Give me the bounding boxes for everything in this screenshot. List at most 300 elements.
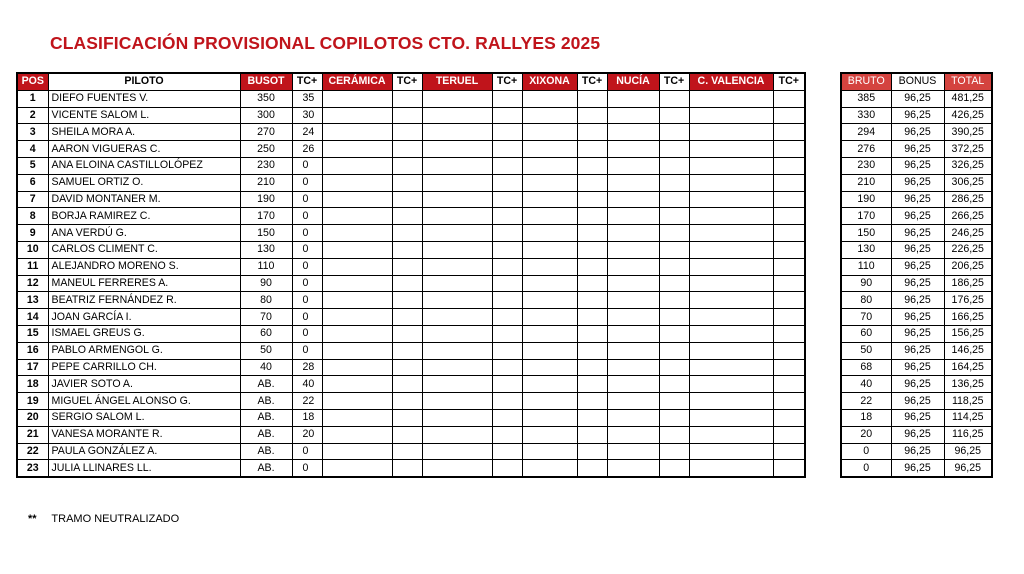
cvalencia-cell xyxy=(689,359,773,376)
tc-busot-cell: 30 xyxy=(292,107,322,124)
cvalencia-cell xyxy=(689,275,773,292)
teruel-cell xyxy=(422,309,492,326)
tc-xixona-cell xyxy=(577,241,607,258)
teruel-cell xyxy=(422,393,492,410)
tc-cvalencia-cell xyxy=(773,191,805,208)
nucia-cell xyxy=(607,426,659,443)
bonus-cell: 96,25 xyxy=(891,225,944,242)
cvalencia-cell xyxy=(689,325,773,342)
standings-table xyxy=(16,72,806,478)
pos-cell: 17 xyxy=(17,359,48,376)
pilot-name-cell: BEATRIZ FERNÁNDEZ R. xyxy=(48,292,240,309)
bonus-cell: 96,25 xyxy=(891,309,944,326)
tc-nucia-cell xyxy=(659,359,689,376)
bonus-cell: 96,25 xyxy=(891,258,944,275)
tc-busot-cell: 26 xyxy=(292,141,322,158)
totals-row xyxy=(841,225,992,242)
busot-cell: 90 xyxy=(240,275,292,292)
bruto-cell: 230 xyxy=(841,157,891,174)
pos-cell: 18 xyxy=(17,376,48,393)
ceramica-cell xyxy=(322,90,392,107)
cvalencia-cell xyxy=(689,342,773,359)
tc-nucia-cell xyxy=(659,174,689,191)
tc-nucia-cell xyxy=(659,107,689,124)
bruto-cell: 330 xyxy=(841,107,891,124)
busot-cell: 250 xyxy=(240,141,292,158)
pilot-name-cell: BORJA RAMIREZ C. xyxy=(48,208,240,225)
tc-nucia-cell xyxy=(659,258,689,275)
tc-ceramica-cell xyxy=(392,241,422,258)
total-cell: 266,25 xyxy=(944,208,992,225)
tc-cvalencia-cell xyxy=(773,376,805,393)
tc-xixona-cell xyxy=(577,107,607,124)
pos-cell: 3 xyxy=(17,124,48,141)
header-tc-cvalencia: TC+ xyxy=(773,73,805,90)
tc-busot-cell: 0 xyxy=(292,174,322,191)
tc-xixona-cell xyxy=(577,141,607,158)
bruto-cell: 294 xyxy=(841,124,891,141)
table-row xyxy=(17,157,805,174)
cvalencia-cell xyxy=(689,460,773,477)
nucia-cell xyxy=(607,141,659,158)
total-cell: 390,25 xyxy=(944,124,992,141)
totals-row xyxy=(841,409,992,426)
nucia-cell xyxy=(607,275,659,292)
tc-xixona-cell xyxy=(577,157,607,174)
xixona-cell xyxy=(522,460,577,477)
tc-busot-cell: 0 xyxy=(292,325,322,342)
total-cell: 156,25 xyxy=(944,325,992,342)
table-row xyxy=(17,124,805,141)
tc-ceramica-cell xyxy=(392,141,422,158)
tc-cvalencia-cell xyxy=(773,90,805,107)
tc-nucia-cell xyxy=(659,275,689,292)
page-title: CLASIFICACIÓN PROVISIONAL COPILOTOS CTO. RALLYES 2025 xyxy=(50,33,601,53)
cvalencia-cell xyxy=(689,208,773,225)
totals-row xyxy=(841,325,992,342)
pos-cell: 8 xyxy=(17,208,48,225)
tc-cvalencia-cell xyxy=(773,275,805,292)
nucia-cell xyxy=(607,208,659,225)
total-cell: 481,25 xyxy=(944,90,992,107)
tc-teruel-cell xyxy=(492,443,522,460)
xixona-cell xyxy=(522,124,577,141)
tc-xixona-cell xyxy=(577,443,607,460)
tc-busot-cell: 0 xyxy=(292,191,322,208)
tc-busot-cell: 0 xyxy=(292,460,322,477)
ceramica-cell xyxy=(322,325,392,342)
ceramica-cell xyxy=(322,359,392,376)
bruto-cell: 40 xyxy=(841,376,891,393)
header-cvalencia: C. VALENCIA xyxy=(689,73,773,90)
tc-xixona-cell xyxy=(577,174,607,191)
header-tc-nucia: TC+ xyxy=(659,73,689,90)
tc-teruel-cell xyxy=(492,460,522,477)
bruto-cell: 276 xyxy=(841,141,891,158)
bruto-cell: 210 xyxy=(841,174,891,191)
header-pos: POS xyxy=(17,73,48,90)
tc-ceramica-cell xyxy=(392,426,422,443)
pos-cell: 6 xyxy=(17,174,48,191)
tc-nucia-cell xyxy=(659,325,689,342)
xixona-cell xyxy=(522,107,577,124)
totals-row xyxy=(841,359,992,376)
ceramica-cell xyxy=(322,443,392,460)
tc-busot-cell: 0 xyxy=(292,443,322,460)
cvalencia-cell xyxy=(689,309,773,326)
teruel-cell xyxy=(422,208,492,225)
footnote xyxy=(28,513,179,525)
xixona-cell xyxy=(522,258,577,275)
table-row xyxy=(17,107,805,124)
tc-cvalencia-cell xyxy=(773,124,805,141)
tc-cvalencia-cell xyxy=(773,426,805,443)
totals-row xyxy=(841,241,992,258)
tc-cvalencia-cell xyxy=(773,443,805,460)
pos-cell: 19 xyxy=(17,393,48,410)
tc-nucia-cell xyxy=(659,241,689,258)
tc-teruel-cell xyxy=(492,275,522,292)
bruto-cell: 110 xyxy=(841,258,891,275)
tc-cvalencia-cell xyxy=(773,342,805,359)
tc-nucia-cell xyxy=(659,460,689,477)
tc-busot-cell: 0 xyxy=(292,258,322,275)
tc-cvalencia-cell xyxy=(773,225,805,242)
header-tc-xixona: TC+ xyxy=(577,73,607,90)
busot-cell: 70 xyxy=(240,309,292,326)
table-row xyxy=(17,409,805,426)
nucia-cell xyxy=(607,225,659,242)
xixona-cell xyxy=(522,157,577,174)
tc-busot-cell: 0 xyxy=(292,208,322,225)
pos-cell: 2 xyxy=(17,107,48,124)
tc-teruel-cell xyxy=(492,191,522,208)
nucia-cell xyxy=(607,460,659,477)
bonus-cell: 96,25 xyxy=(891,124,944,141)
cvalencia-cell xyxy=(689,292,773,309)
total-cell: 146,25 xyxy=(944,342,992,359)
tc-cvalencia-cell xyxy=(773,208,805,225)
cvalencia-cell xyxy=(689,141,773,158)
totals-row xyxy=(841,342,992,359)
bonus-cell: 96,25 xyxy=(891,359,944,376)
tc-teruel-cell xyxy=(492,342,522,359)
tc-xixona-cell xyxy=(577,426,607,443)
nucia-cell xyxy=(607,325,659,342)
bruto-cell: 50 xyxy=(841,342,891,359)
bonus-cell: 96,25 xyxy=(891,292,944,309)
tc-nucia-cell xyxy=(659,208,689,225)
tc-nucia-cell xyxy=(659,376,689,393)
pos-cell: 22 xyxy=(17,443,48,460)
bruto-cell: 68 xyxy=(841,359,891,376)
totals-row xyxy=(841,174,992,191)
totals-row xyxy=(841,141,992,158)
pilot-name-cell: SAMUEL ORTIZ O. xyxy=(48,174,240,191)
pos-cell: 11 xyxy=(17,258,48,275)
tc-ceramica-cell xyxy=(392,191,422,208)
bonus-cell: 96,25 xyxy=(891,426,944,443)
table-row xyxy=(17,174,805,191)
totals-row xyxy=(841,292,992,309)
tc-xixona-cell xyxy=(577,208,607,225)
tc-ceramica-cell xyxy=(392,124,422,141)
ceramica-cell xyxy=(322,174,392,191)
tc-xixona-cell xyxy=(577,90,607,107)
tc-cvalencia-cell xyxy=(773,107,805,124)
tc-xixona-cell xyxy=(577,376,607,393)
teruel-cell xyxy=(422,191,492,208)
ceramica-cell xyxy=(322,107,392,124)
xixona-cell xyxy=(522,174,577,191)
total-cell: 176,25 xyxy=(944,292,992,309)
cvalencia-cell xyxy=(689,376,773,393)
busot-cell: 300 xyxy=(240,107,292,124)
pilot-name-cell: AARON VIGUERAS C. xyxy=(48,141,240,158)
table-row xyxy=(17,460,805,477)
cvalencia-cell xyxy=(689,174,773,191)
total-cell: 326,25 xyxy=(944,157,992,174)
bonus-cell: 96,25 xyxy=(891,393,944,410)
tc-nucia-cell xyxy=(659,309,689,326)
busot-cell: 50 xyxy=(240,342,292,359)
nucia-cell xyxy=(607,309,659,326)
bruto-cell: 60 xyxy=(841,325,891,342)
bonus-cell: 96,25 xyxy=(891,409,944,426)
xixona-cell xyxy=(522,325,577,342)
total-cell: 164,25 xyxy=(944,359,992,376)
totals-row xyxy=(841,90,992,107)
table-row xyxy=(17,376,805,393)
table-row xyxy=(17,309,805,326)
tc-teruel-cell xyxy=(492,309,522,326)
header-nucia: NUCÍA xyxy=(607,73,659,90)
bonus-cell: 96,25 xyxy=(891,191,944,208)
pilot-name-cell: MANEUL FERRERES A. xyxy=(48,275,240,292)
bonus-cell: 96,25 xyxy=(891,157,944,174)
bonus-cell: 96,25 xyxy=(891,141,944,158)
total-cell: 306,25 xyxy=(944,174,992,191)
total-cell: 96,25 xyxy=(944,443,992,460)
pilot-name-cell: CARLOS CLIMENT C. xyxy=(48,241,240,258)
busot-cell: 210 xyxy=(240,174,292,191)
ceramica-cell xyxy=(322,393,392,410)
cvalencia-cell xyxy=(689,409,773,426)
nucia-cell xyxy=(607,241,659,258)
xixona-cell xyxy=(522,90,577,107)
ceramica-cell xyxy=(322,157,392,174)
tc-busot-cell: 24 xyxy=(292,124,322,141)
tc-teruel-cell xyxy=(492,292,522,309)
teruel-cell xyxy=(422,174,492,191)
teruel-cell xyxy=(422,124,492,141)
tc-busot-cell: 0 xyxy=(292,275,322,292)
header-row xyxy=(17,73,805,90)
bruto-cell: 150 xyxy=(841,225,891,242)
bruto-cell: 22 xyxy=(841,393,891,410)
totals-row xyxy=(841,191,992,208)
bonus-cell: 96,25 xyxy=(891,342,944,359)
totals-row xyxy=(841,426,992,443)
nucia-cell xyxy=(607,359,659,376)
totals-header-row xyxy=(841,73,992,90)
total-cell: 166,25 xyxy=(944,309,992,326)
busot-cell: AB. xyxy=(240,393,292,410)
total-cell: 136,25 xyxy=(944,376,992,393)
tc-cvalencia-cell xyxy=(773,409,805,426)
totals-body xyxy=(841,90,992,477)
bruto-cell: 0 xyxy=(841,443,891,460)
teruel-cell xyxy=(422,409,492,426)
tc-busot-cell: 0 xyxy=(292,241,322,258)
tc-ceramica-cell xyxy=(392,107,422,124)
bonus-cell: 96,25 xyxy=(891,174,944,191)
tc-nucia-cell xyxy=(659,90,689,107)
tc-cvalencia-cell xyxy=(773,393,805,410)
tc-ceramica-cell xyxy=(392,292,422,309)
tc-xixona-cell xyxy=(577,124,607,141)
tc-nucia-cell xyxy=(659,409,689,426)
pos-cell: 12 xyxy=(17,275,48,292)
footnote-marker: ** xyxy=(28,513,37,525)
teruel-cell xyxy=(422,275,492,292)
table-row xyxy=(17,426,805,443)
total-cell: 226,25 xyxy=(944,241,992,258)
tc-teruel-cell xyxy=(492,393,522,410)
pilot-name-cell: PEPE CARRILLO CH. xyxy=(48,359,240,376)
pilot-name-cell: DIEFO FUENTES V. xyxy=(48,90,240,107)
bonus-cell: 96,25 xyxy=(891,443,944,460)
teruel-cell xyxy=(422,157,492,174)
xixona-cell xyxy=(522,208,577,225)
totals-table xyxy=(840,72,993,478)
cvalencia-cell xyxy=(689,157,773,174)
tc-nucia-cell xyxy=(659,157,689,174)
tc-teruel-cell xyxy=(492,107,522,124)
teruel-cell xyxy=(422,325,492,342)
bruto-cell: 90 xyxy=(841,275,891,292)
tc-nucia-cell xyxy=(659,141,689,158)
nucia-cell xyxy=(607,124,659,141)
ceramica-cell xyxy=(322,258,392,275)
header-piloto: PILOTO xyxy=(48,73,240,90)
tc-nucia-cell xyxy=(659,393,689,410)
total-cell: 206,25 xyxy=(944,258,992,275)
tc-cvalencia-cell xyxy=(773,141,805,158)
xixona-cell xyxy=(522,241,577,258)
tc-teruel-cell xyxy=(492,376,522,393)
total-cell: 118,25 xyxy=(944,393,992,410)
tc-ceramica-cell xyxy=(392,443,422,460)
bruto-cell: 385 xyxy=(841,90,891,107)
pilot-name-cell: PABLO ARMENGOL G. xyxy=(48,342,240,359)
tc-busot-cell: 0 xyxy=(292,157,322,174)
busot-cell: 130 xyxy=(240,241,292,258)
tc-busot-cell: 18 xyxy=(292,409,322,426)
total-cell: 116,25 xyxy=(944,426,992,443)
tc-cvalencia-cell xyxy=(773,292,805,309)
bonus-cell: 96,25 xyxy=(891,460,944,477)
tc-cvalencia-cell xyxy=(773,157,805,174)
teruel-cell xyxy=(422,90,492,107)
pos-cell: 16 xyxy=(17,342,48,359)
pilot-name-cell: VANESA MORANTE R. xyxy=(48,426,240,443)
nucia-cell xyxy=(607,174,659,191)
bruto-cell: 80 xyxy=(841,292,891,309)
pos-cell: 15 xyxy=(17,325,48,342)
table-row xyxy=(17,208,805,225)
ceramica-cell xyxy=(322,409,392,426)
tc-xixona-cell xyxy=(577,191,607,208)
tc-ceramica-cell xyxy=(392,325,422,342)
pilot-name-cell: JULIA LLINARES LL. xyxy=(48,460,240,477)
bruto-cell: 0 xyxy=(841,460,891,477)
header-bruto: BRUTO xyxy=(841,73,891,90)
tc-teruel-cell xyxy=(492,157,522,174)
busot-cell: 150 xyxy=(240,225,292,242)
tc-ceramica-cell xyxy=(392,393,422,410)
table-row xyxy=(17,443,805,460)
footnote-text: TRAMO NEUTRALIZADO xyxy=(51,513,180,525)
tc-busot-cell: 0 xyxy=(292,292,322,309)
table-row xyxy=(17,342,805,359)
teruel-cell xyxy=(422,241,492,258)
table-row xyxy=(17,225,805,242)
busot-cell: AB. xyxy=(240,426,292,443)
xixona-cell xyxy=(522,359,577,376)
nucia-cell xyxy=(607,157,659,174)
tc-busot-cell: 35 xyxy=(292,90,322,107)
total-cell: 286,25 xyxy=(944,191,992,208)
table-row xyxy=(17,393,805,410)
tc-teruel-cell xyxy=(492,90,522,107)
table-row xyxy=(17,191,805,208)
pilot-name-cell: ANA ELOINA CASTILLOLÓPEZ xyxy=(48,157,240,174)
tc-xixona-cell xyxy=(577,309,607,326)
tc-ceramica-cell xyxy=(392,90,422,107)
bonus-cell: 96,25 xyxy=(891,376,944,393)
teruel-cell xyxy=(422,426,492,443)
bruto-cell: 190 xyxy=(841,191,891,208)
bonus-cell: 96,25 xyxy=(891,241,944,258)
nucia-cell xyxy=(607,191,659,208)
busot-cell: 80 xyxy=(240,292,292,309)
xixona-cell xyxy=(522,309,577,326)
tc-nucia-cell xyxy=(659,124,689,141)
tc-ceramica-cell xyxy=(392,460,422,477)
tc-ceramica-cell xyxy=(392,342,422,359)
table-row xyxy=(17,90,805,107)
tc-ceramica-cell xyxy=(392,258,422,275)
table-row xyxy=(17,258,805,275)
pilot-name-cell: ISMAEL GREUS G. xyxy=(48,325,240,342)
tc-xixona-cell xyxy=(577,460,607,477)
total-cell: 114,25 xyxy=(944,409,992,426)
table-row xyxy=(17,141,805,158)
totals-row xyxy=(841,275,992,292)
ceramica-cell xyxy=(322,141,392,158)
tc-xixona-cell xyxy=(577,393,607,410)
tc-cvalencia-cell xyxy=(773,309,805,326)
tc-teruel-cell xyxy=(492,124,522,141)
header-tc-ceramica: TC+ xyxy=(392,73,422,90)
nucia-cell xyxy=(607,376,659,393)
tc-teruel-cell xyxy=(492,225,522,242)
ceramica-cell xyxy=(322,460,392,477)
bonus-cell: 96,25 xyxy=(891,90,944,107)
teruel-cell xyxy=(422,292,492,309)
nucia-cell xyxy=(607,258,659,275)
